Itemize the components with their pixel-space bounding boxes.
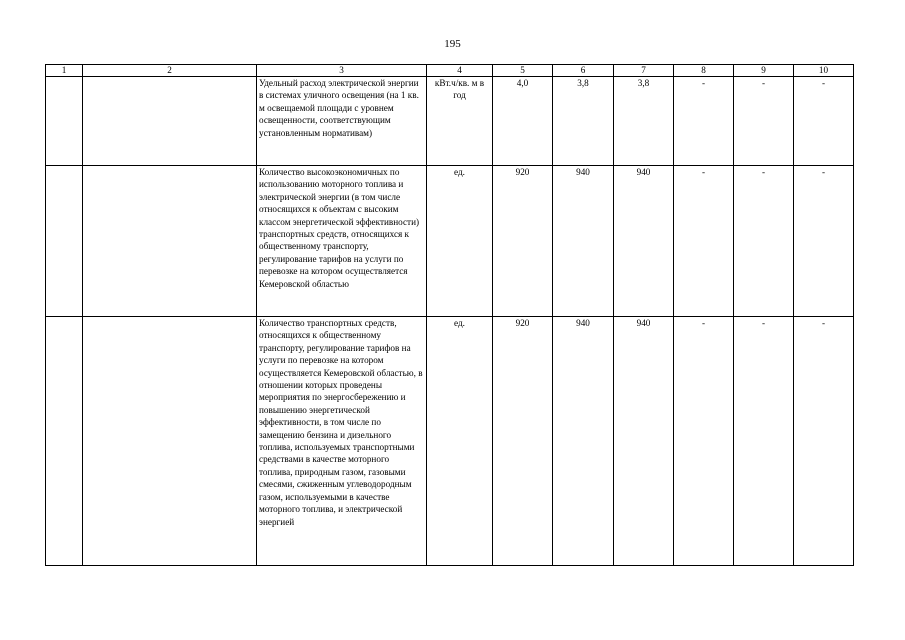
unit-cell: ед. (427, 317, 493, 566)
value-cell: 940 (614, 317, 674, 566)
program-cell (83, 166, 257, 317)
column-header: 5 (493, 65, 553, 77)
row-number-cell (46, 317, 83, 566)
value-cell: - (674, 166, 734, 317)
row-number-cell (46, 166, 83, 317)
value-cell: 4,0 (493, 77, 553, 166)
column-header: 7 (614, 65, 674, 77)
column-header: 10 (794, 65, 854, 77)
column-header: 4 (427, 65, 493, 77)
value-cell: 3,8 (614, 77, 674, 166)
value-cell: 940 (553, 317, 614, 566)
value-cell: 920 (493, 166, 553, 317)
value-cell: - (734, 166, 794, 317)
value-cell: - (794, 77, 854, 166)
value-cell: 940 (553, 166, 614, 317)
indicator-description: Количество высокоэкономичных по использованию моторного топлива и электрической энергии (в том числе относящихся к объектам с высоким классом энергетической эффективности) транспортных средств, относящихся к общественному транспорту, регулирование тарифов на услуги по перевозке на котором осуществляется Кемеровской областью (257, 166, 427, 317)
value-cell: 3,8 (553, 77, 614, 166)
value-cell: 920 (493, 317, 553, 566)
column-header: 1 (46, 65, 83, 77)
column-header: 3 (257, 65, 427, 77)
value-cell: - (734, 77, 794, 166)
value-cell: - (734, 317, 794, 566)
column-header: 9 (734, 65, 794, 77)
value-cell: - (794, 166, 854, 317)
page-number: 195 (444, 38, 461, 50)
value-cell: - (794, 317, 854, 566)
table-row (46, 166, 854, 317)
column-number-row (46, 65, 854, 77)
column-header: 8 (674, 65, 734, 77)
value-cell: - (674, 77, 734, 166)
unit-cell: ед. (427, 166, 493, 317)
value-cell: - (674, 317, 734, 566)
table-row (46, 317, 854, 566)
column-header: 2 (83, 65, 257, 77)
value-cell: 940 (614, 166, 674, 317)
row-number-cell (46, 77, 83, 166)
column-header: 6 (553, 65, 614, 77)
program-cell (83, 77, 257, 166)
indicators-table (45, 64, 854, 566)
program-cell (83, 317, 257, 566)
table-row (46, 77, 854, 166)
indicator-description: Удельный расход электрической энергии в системах уличного освещения (на 1 кв. м освещаемой площади с уровнем освещенности, соответствующим установленным нормативам) (257, 77, 427, 166)
indicator-description: Количество транспортных средств, относящихся к общественному транспорту, регулирование тарифов на услуги по перевозке на котором осуществляется Кемеровской областью, в отношении которых проведены мероприятия по энергосбережению и повышению энергетической эффективности, в том числе по замещению бензина и дизельного топлива, используемых транспортными средствами в качестве моторного топлива, природным газом, газовыми смесями, сжиженным углеводородным газом, используемыми в качестве моторного топлива, и электрической энергией (257, 317, 427, 566)
unit-cell: кВт.ч/кв. м в год (427, 77, 493, 166)
